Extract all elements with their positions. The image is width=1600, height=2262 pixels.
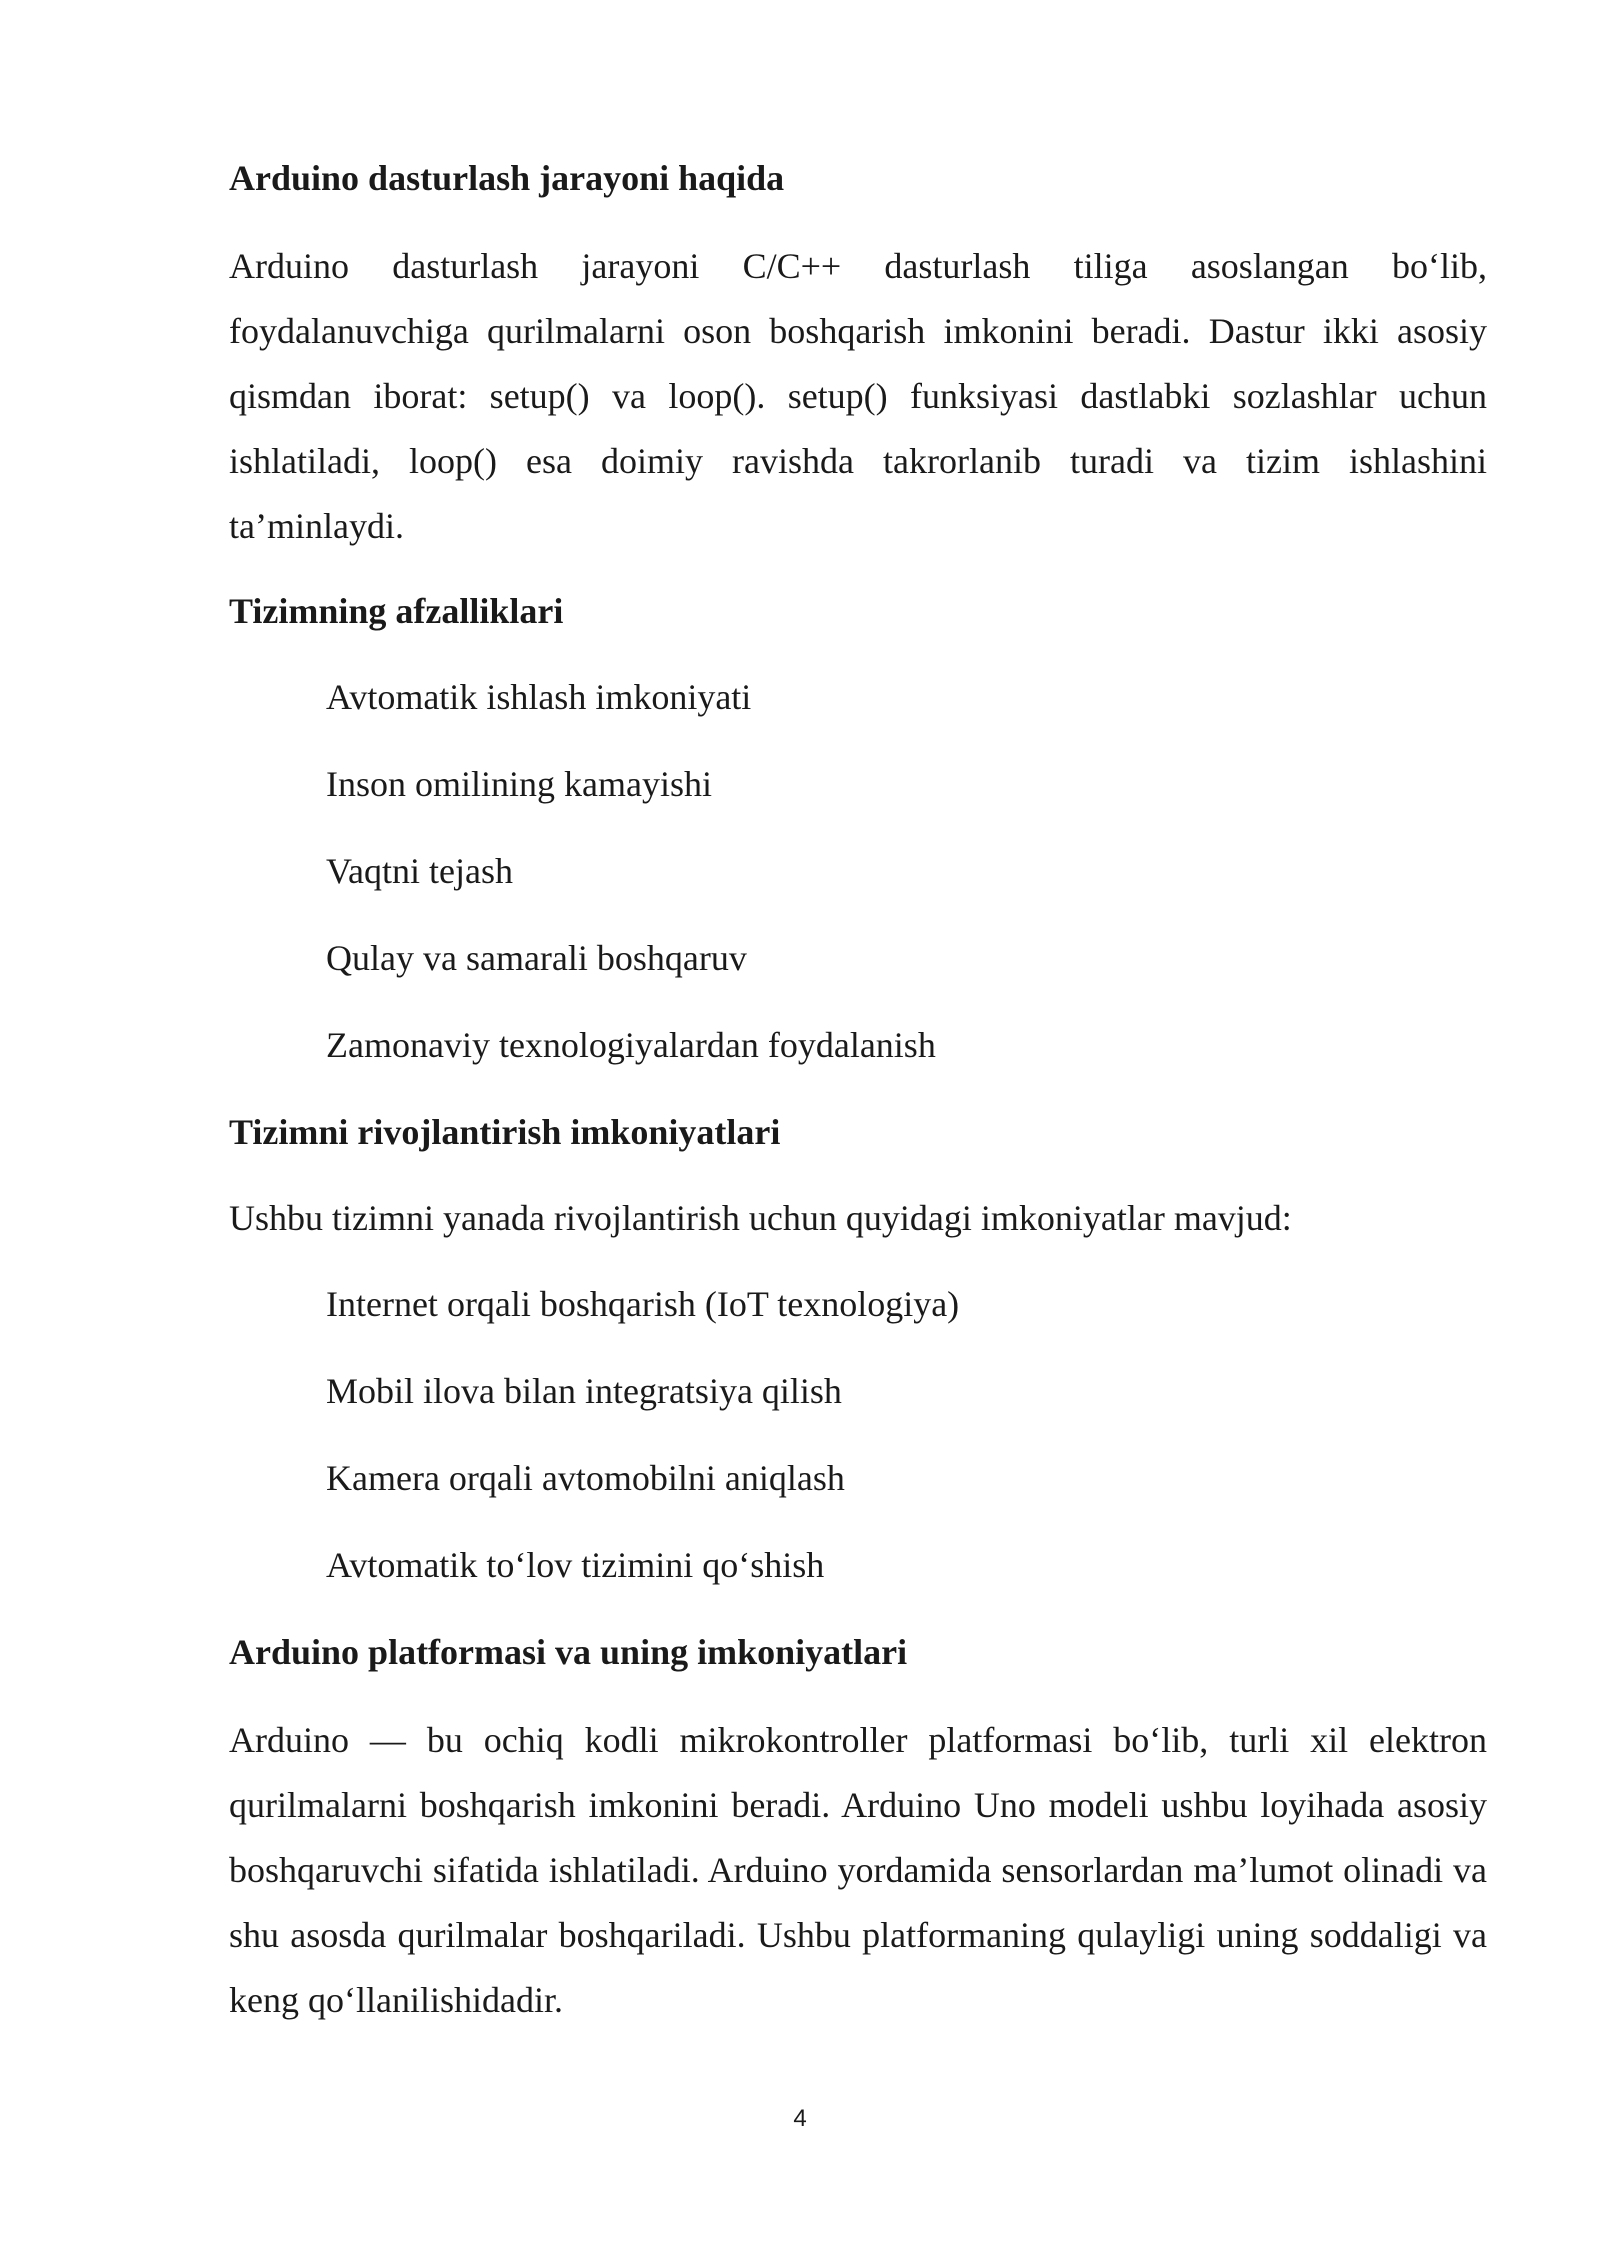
advantages-list	[229, 667, 1487, 1075]
list-item: Mobil ilova bilan integratsiya qilish	[326, 1371, 842, 1411]
list-item: Zamonaviy texnologiyalardan foydalanish	[326, 1025, 936, 1065]
list-item: Internet orqali boshqarish (IoT texnologiya)	[326, 1284, 960, 1324]
list-item: Vaqtni tejash	[326, 851, 513, 891]
section-arduino-programming	[229, 148, 1487, 559]
page-number: 4	[793, 2105, 807, 2132]
list-item: Avtomatik to‘lov tizimini qo‘shish	[326, 1545, 825, 1585]
development-list	[229, 1274, 1487, 1595]
section-heading: Arduino platformasi va uning imkoniyatlari	[229, 1632, 908, 1672]
list-item: Kamera orqali avtomobilni aniqlash	[326, 1458, 845, 1498]
section-development	[229, 1102, 1487, 1595]
list-item: Qulay va samarali boshqaruv	[326, 938, 747, 978]
section-heading: Arduino dasturlash jarayoni haqida	[229, 158, 785, 198]
section-heading: Tizimni rivojlantirish imkoniyatlari	[229, 1112, 781, 1152]
section-paragraph: Arduino dasturlash jarayoni C/C++ dasturlash tiliga asoslangan bo‘lib, foydalanuvchiga qurilmalarni oson boshqarish imkonini beradi. Dastur ikki asosiy qismdan iborat: setup() va loop(). setup() funksiyasi dastlabki sozlashlar uchun ishlatiladi, loop() esa doimiy ravishda takrorlanib turadi va tizim ishlashini ta’minlaydi.	[229, 246, 1487, 546]
section-arduino-platform	[229, 1622, 1487, 2033]
section-heading: Tizimning afzalliklari	[229, 591, 564, 631]
section-intro: Ushbu tizimni yanada rivojlantirish uchun quyidagi imkoniyatlar mavjud:	[229, 1198, 1292, 1238]
section-paragraph: Arduino — bu ochiq kodli mikrokontroller platformasi bo‘lib, turli xil elektron qurilmalarni boshqarish imkonini beradi. Arduino Uno modeli ushbu loyihada asosiy boshqaruvchi sifatida ishlatiladi. Arduino yordamida sensorlardan ma’lumot olinadi va shu asosda qurilmalar boshqariladi. Ushbu platformaning qulayligi uning soddaligi va keng qo‘llanilishidadir.	[229, 1720, 1487, 2020]
section-advantages	[229, 581, 1487, 1075]
list-item: Inson omilining kamayishi	[326, 764, 712, 804]
document-page	[229, 148, 1487, 2055]
list-item: Avtomatik ishlash imkoniyati	[326, 677, 752, 717]
